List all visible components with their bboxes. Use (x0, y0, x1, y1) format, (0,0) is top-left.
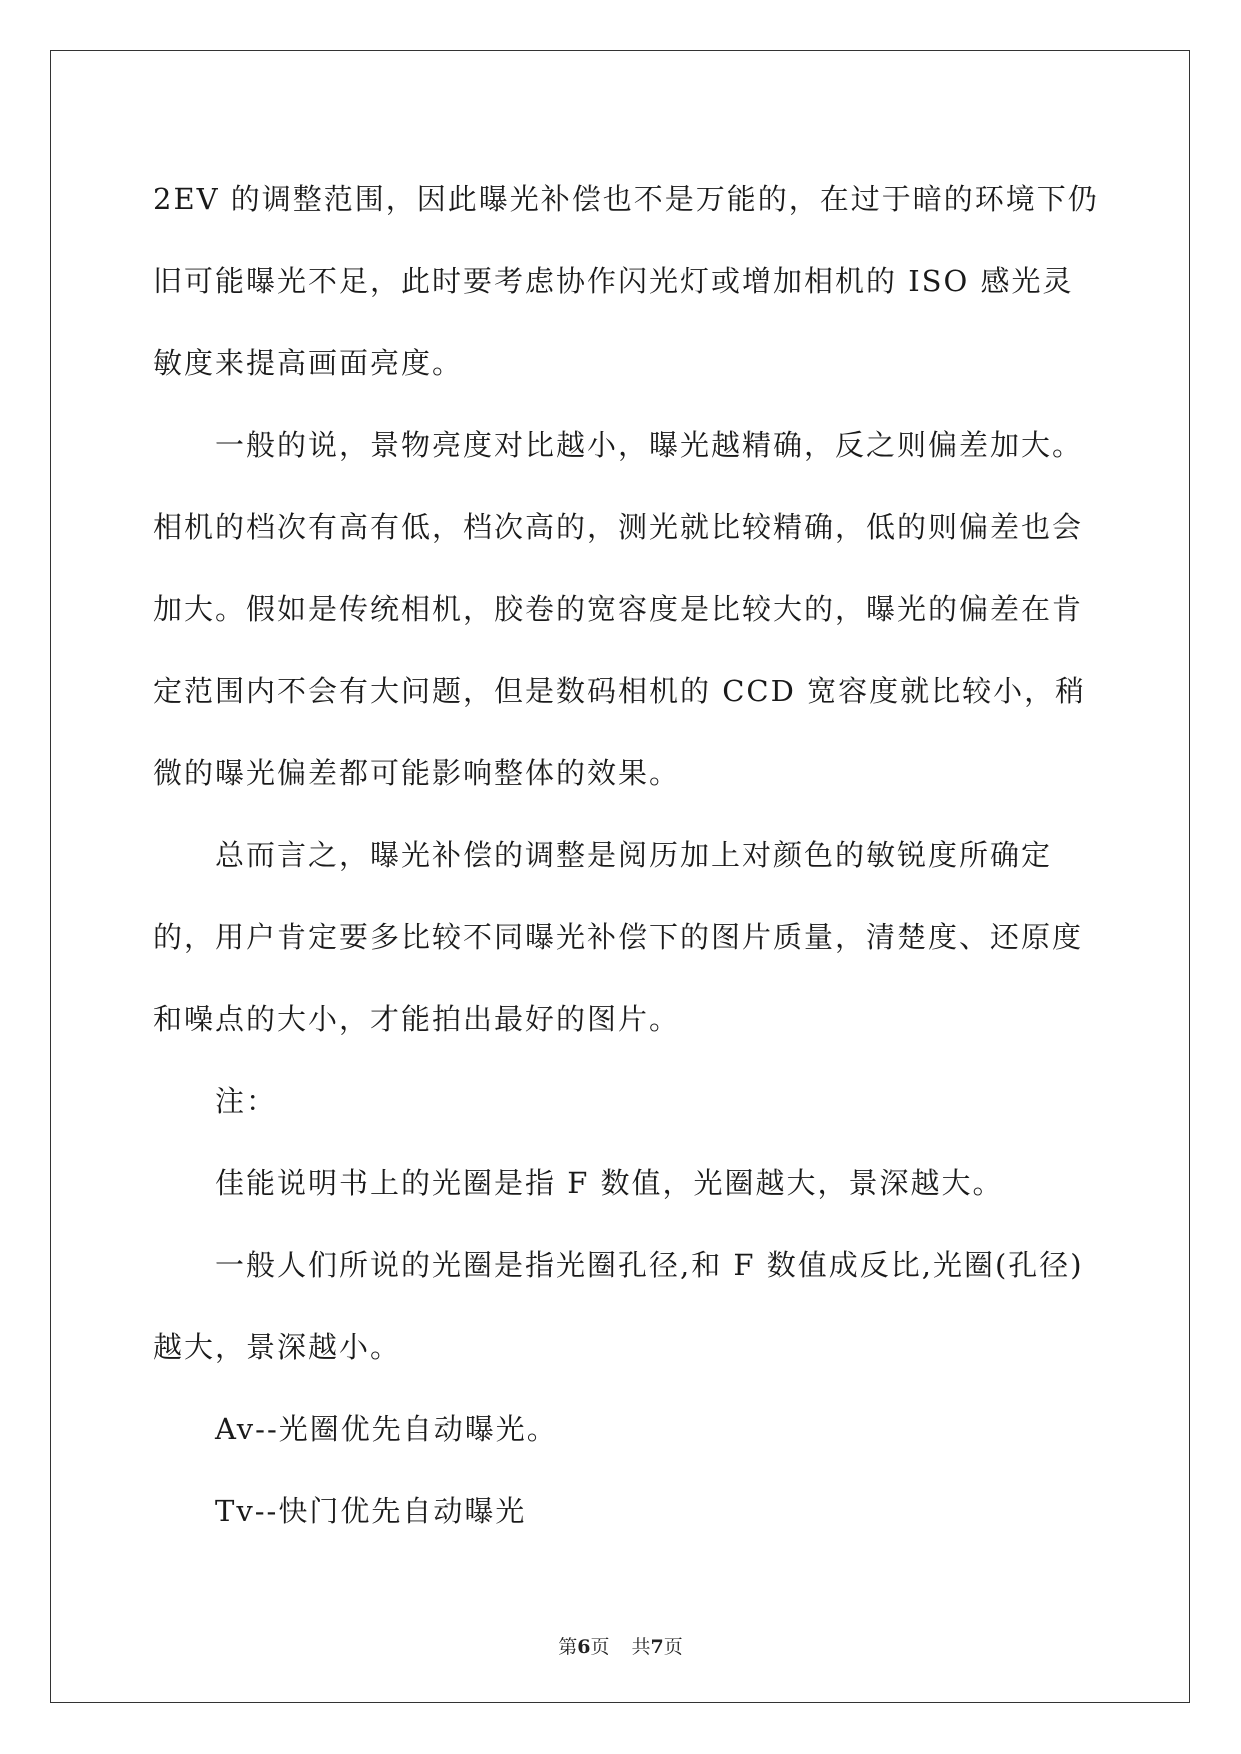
note-tv-mode: Tv--快门优先自动曝光 (215, 1494, 527, 1528)
paragraph-brightness-contrast: 一般的说，景物亮度对比越小，曝光越精确，反之则偏差加大。相机的档次有高有低，档次高的，测光就比较精确，低的则偏差也会加大。假如是传统相机，胶卷的宽容度是比较大的，曝光的偏差在肯定范围内不会有大问题，但是数码相机的 CCD 宽容度就比较小，稍微的曝光偏差都可能影响整体的效果。 (153, 428, 1087, 790)
note-canon-aperture: 佳能说明书上的光圈是指 F 数值，光圈越大，景深越大。 (215, 1166, 1004, 1200)
footer-total-prefix: 共 (631, 1636, 651, 1658)
footer-page-number: 6 (577, 1636, 591, 1658)
footer-prefix: 第 (558, 1636, 578, 1658)
note-av-mode: Av--光圈优先自动曝光。 (215, 1412, 558, 1446)
document-body (153, 158, 1103, 1552)
footer-total-pages: 7 (650, 1636, 664, 1658)
page-footer (0, 1632, 1241, 1659)
footer-page-unit: 页 (590, 1636, 610, 1658)
paragraph-summary: 总而言之，曝光补偿的调整是阅历加上对颜色的敏锐度所确定的，用户肯定要多比较不同曝光补偿下的图片质量，清楚度、还原度和噪点的大小，才能拍出最好的图片。 (153, 838, 1084, 1036)
note-aperture-diameter: 一般人们所说的光圈是指光圈孔径,和 F 数值成反比,光圈(孔径)越大，景深越小。 (153, 1248, 1084, 1364)
footer-total-unit: 页 (663, 1636, 683, 1658)
paragraph-continued: 2EV 的调整范围，因此曝光补偿也不是万能的，在过于暗的环境下仍旧可能曝光不足，此时要考虑协作闪光灯或增加相机的 ISO 感光灵敏度来提高画面亮度。 (153, 182, 1099, 380)
note-heading: 注： (215, 1084, 278, 1118)
